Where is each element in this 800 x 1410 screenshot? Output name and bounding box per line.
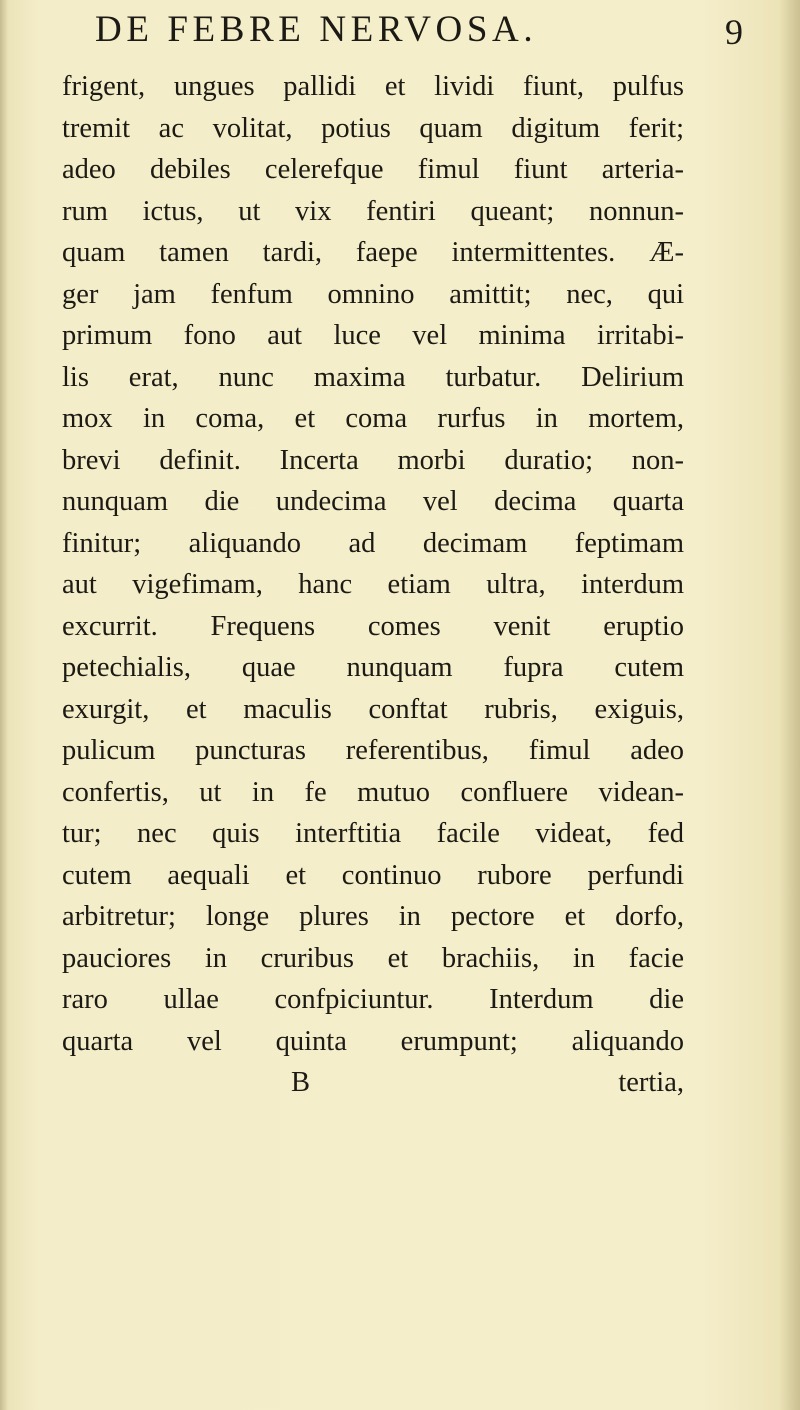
text-line: adeo debiles celerefque fimul fiunt arteria-: [62, 154, 684, 185]
signature-mark: B: [291, 1067, 311, 1098]
text-line: confertis, ut in fe mutuo confluere videan-: [62, 776, 684, 808]
text-line: exurgit, et maculis conftat rubris, exiguis,: [62, 693, 684, 725]
page-footer: [62, 1062, 684, 1104]
text-line: nunquam die undecima vel decima quarta: [62, 486, 684, 517]
text-line: mox in coma, et coma rurfus in mortem,: [62, 403, 684, 434]
page-edge-shadow: [778, 0, 800, 1410]
text-line: brevi definit. Incerta morbi duratio; non-: [62, 444, 684, 476]
text-line: aut vigefimam, hanc etiam ultra, interdum: [62, 569, 684, 600]
text-line: excurrit. Frequens comes venit eruptio: [62, 610, 684, 642]
running-title: DE FEBRE NERVOSA.: [95, 9, 538, 50]
text-line: lis erat, nunc maxima turbatur. Delirium: [62, 361, 684, 393]
page-gutter-shadow: [0, 0, 8, 1410]
text-line: finitur; aliquando ad decimam feptimam: [62, 527, 684, 559]
text-line: arbitretur; longe plures in pectore et dorfo,: [62, 901, 684, 932]
text-line: tremit ac volitat, potius quam digitum ferit;: [62, 112, 684, 144]
catchword: tertia,: [618, 1067, 684, 1098]
text-line: quam tamen tardi, faepe intermittentes. Æ-: [62, 237, 684, 268]
text-line: primum fono aut luce vel minima irritabi-: [62, 320, 684, 351]
text-line: petechialis, quae nunquam fupra cutem: [62, 652, 684, 683]
page-number: 9: [725, 12, 743, 52]
body-text: [62, 66, 684, 1104]
text-line: raro ullae confpiciuntur. Interdum die: [62, 984, 684, 1015]
text-line: tur; nec quis interftitia facile videat, fed: [62, 818, 684, 849]
text-line: quarta vel quinta erumpunt; aliquando: [62, 1025, 684, 1057]
text-line: rum ictus, ut vix fentiri queant; nonnun-: [62, 195, 684, 227]
text-line: cutem aequali et continuo rubore perfundi: [62, 859, 684, 891]
text-line: pulicum puncturas referentibus, fimul adeo: [62, 735, 684, 766]
text-line: ger jam fenfum omnino amittit; nec, qui: [62, 278, 684, 310]
text-line: pauciores in cruribus et brachiis, in facie: [62, 942, 684, 974]
footer-line: [62, 1062, 684, 1104]
text-line: frigent, ungues pallidi et lividi fiunt, pulfus: [62, 71, 684, 102]
running-head: [95, 8, 743, 52]
